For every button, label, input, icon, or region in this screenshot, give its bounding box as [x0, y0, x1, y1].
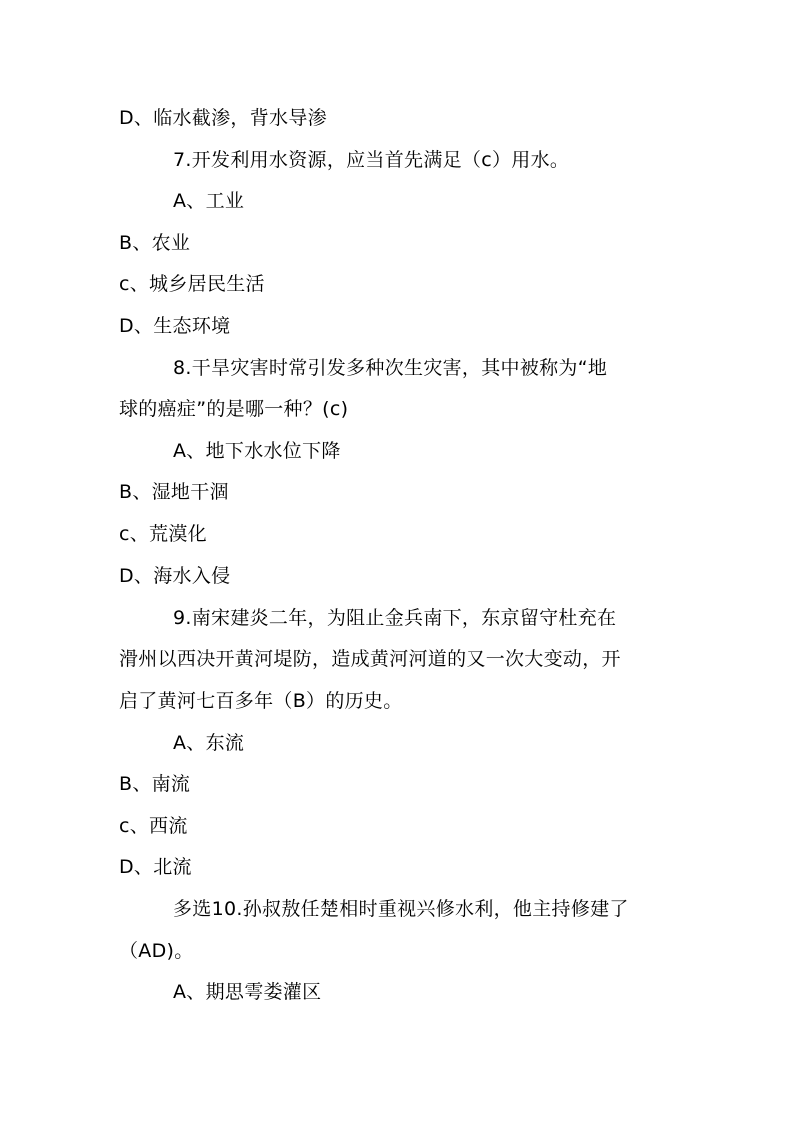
- option-c-q7: c、城乡居民生活: [119, 273, 265, 295]
- question-8-continued: 球的癌症”的是哪一种？(c): [119, 398, 349, 420]
- option-c-q9: c、西流: [119, 815, 188, 837]
- question-8: 8.干旱灾害时常引发多种次生灾害，其中被称为“地: [173, 357, 608, 379]
- question-9: 9.南宋建炎二年，为阻止金兵南下，东京留守杜充在: [173, 607, 617, 629]
- question-7: 7.开发利用水资源，应当首先满足（c）用水。: [173, 149, 570, 171]
- option-d-q7: D、生态环境: [119, 315, 231, 337]
- question-10: 多选10.孙叔敖任楚相时重视兴修水利，他主持修建了: [173, 898, 629, 920]
- option-b-q7: B、农业: [119, 232, 191, 254]
- option-a-q9: A、东流: [173, 732, 245, 754]
- question-10-continued: （AD)。: [119, 940, 194, 962]
- option-a-q10: A、期思雩娄灌区: [173, 981, 322, 1003]
- option-a-q7: A、工业: [173, 190, 245, 212]
- option-c-q8: c、荒漠化: [119, 523, 207, 545]
- option-b-q9: B、南流: [119, 773, 191, 795]
- question-9-continued-2: 启了黄河七百多年（B）的历史。: [119, 690, 403, 712]
- option-d-q8: D、海水入侵: [119, 565, 231, 587]
- option-a-q8: A、地下水水位下降: [173, 440, 341, 462]
- question-9-continued: 滑州以西决开黄河堤防，造成黄河河道的又一次大变动，开: [119, 648, 621, 670]
- option-d-q6: D、临水截渗，背水导渗: [119, 107, 327, 129]
- option-b-q8: B、湿地干涸: [119, 481, 229, 503]
- option-d-q9: D、北流: [119, 856, 192, 878]
